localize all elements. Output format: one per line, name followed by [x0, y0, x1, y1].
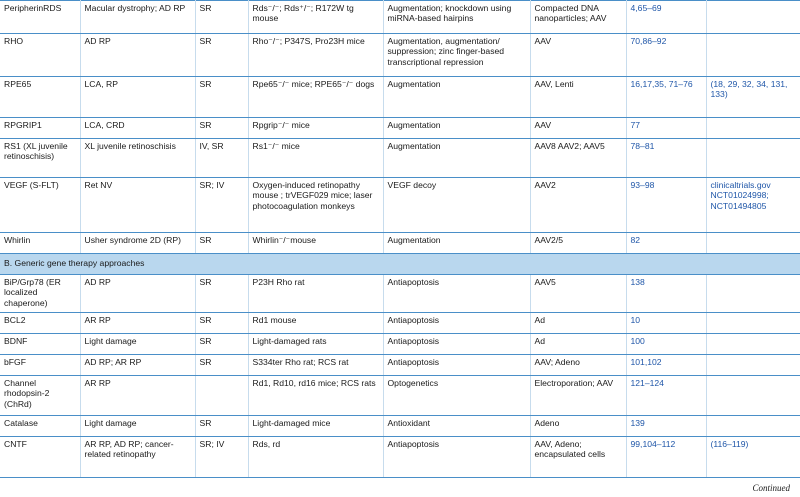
- cell-route: SR: [195, 334, 248, 355]
- cell-refs: 121–124: [626, 376, 706, 416]
- cell-vector: AAV2/5: [530, 233, 626, 254]
- cell-route: SR; IV: [195, 178, 248, 233]
- cell-models: Rpgrip⁻/⁻ mice: [248, 118, 383, 139]
- cell-vector: Ad: [530, 334, 626, 355]
- cell-clinical: [706, 1, 800, 34]
- cell-disease: AD RP: [80, 34, 195, 77]
- cell-route: [195, 376, 248, 416]
- table-row: [0, 233, 800, 254]
- cell-models: Rpe65⁻/⁻ mice; RPE65⁻/⁻ dogs: [248, 77, 383, 118]
- cell-models: Rs1⁻/⁻ mice: [248, 139, 383, 178]
- cell-vector: AAV, Adeno; encapsulated cells: [530, 437, 626, 478]
- cell-disease: LCA, RP: [80, 77, 195, 118]
- cell-gene: Catalase: [0, 416, 80, 437]
- cell-refs: 138: [626, 275, 706, 313]
- cell-route: SR: [195, 233, 248, 254]
- table-row: [0, 139, 800, 178]
- cell-refs: 10: [626, 313, 706, 334]
- cell-refs: 4,65–69: [626, 1, 706, 34]
- cell-gene: VEGF (S-FLT): [0, 178, 80, 233]
- cell-models: Light-damaged mice: [248, 416, 383, 437]
- cell-refs: 16,17,35, 71–76: [626, 77, 706, 118]
- cell-disease: AR RP, AD RP; cancer-related retinopathy: [80, 437, 195, 478]
- cell-route: IV, SR: [195, 139, 248, 178]
- cell-route: SR: [195, 1, 248, 34]
- cell-gene: PeripherinRDS: [0, 1, 80, 34]
- cell-gene: BiP/Grp78 (ER localized chaperone): [0, 275, 80, 313]
- table-row: [0, 77, 800, 118]
- cell-refs: 77: [626, 118, 706, 139]
- cell-clinical: [706, 313, 800, 334]
- cell-models: Whirlin⁻/⁻mouse: [248, 233, 383, 254]
- cell-route: SR; IV: [195, 437, 248, 478]
- cell-approach: Optogenetics: [383, 376, 530, 416]
- cell-refs: 82: [626, 233, 706, 254]
- cell-route: SR: [195, 355, 248, 376]
- cell-refs: 139: [626, 416, 706, 437]
- cell-approach: Antiapoptosis: [383, 275, 530, 313]
- cell-route: SR: [195, 313, 248, 334]
- table-row: [0, 416, 800, 437]
- cell-disease: LCA, CRD: [80, 118, 195, 139]
- cell-gene: BDNF: [0, 334, 80, 355]
- section-header-row: [0, 254, 800, 275]
- cell-route: SR: [195, 34, 248, 77]
- cell-approach: Augmentation: [383, 233, 530, 254]
- cell-clinical: [706, 139, 800, 178]
- table-row: [0, 275, 800, 313]
- cell-disease: Macular dystrophy; AD RP: [80, 1, 195, 34]
- cell-disease: Light damage: [80, 334, 195, 355]
- cell-models: Rho⁻/⁻; P347S, Pro23H mice: [248, 34, 383, 77]
- cell-refs: 93–98: [626, 178, 706, 233]
- cell-refs: 70,86–92: [626, 34, 706, 77]
- cell-gene: RPE65: [0, 77, 80, 118]
- cell-clinical: clinicaltrials.gov NCT01024998; NCT01494805: [706, 178, 800, 233]
- cell-clinical: (116–119): [706, 437, 800, 478]
- cell-vector: Compacted DNA nanoparticles; AAV: [530, 1, 626, 34]
- cell-approach: Augmentation, augmentation/ suppression; zinc finger-based transcriptional repression: [383, 34, 530, 77]
- cell-approach: Augmentation: [383, 77, 530, 118]
- cell-vector: Adeno: [530, 416, 626, 437]
- cell-route: SR: [195, 275, 248, 313]
- cell-disease: Ret NV: [80, 178, 195, 233]
- cell-clinical: [706, 416, 800, 437]
- table-row: [0, 34, 800, 77]
- cell-gene: RS1 (XL juvenile retinoschisis): [0, 139, 80, 178]
- table-row: [0, 1, 800, 34]
- cell-models: Oxygen-induced retinopathy mouse ; trVEGF029 mice; laser photocoagulation monkeys: [248, 178, 383, 233]
- cell-disease: AR RP: [80, 376, 195, 416]
- section-title: B. Generic gene therapy approaches: [0, 254, 800, 275]
- cell-disease: XL juvenile retinoschisis: [80, 139, 195, 178]
- cell-disease: AD RP; AR RP: [80, 355, 195, 376]
- cell-gene: Channel rhodopsin-2 (ChRd): [0, 376, 80, 416]
- cell-vector: Ad: [530, 313, 626, 334]
- cell-models: P23H Rho rat: [248, 275, 383, 313]
- cell-approach: Antiapoptosis: [383, 437, 530, 478]
- cell-disease: Light damage: [80, 416, 195, 437]
- cell-clinical: [706, 34, 800, 77]
- cell-clinical: [706, 334, 800, 355]
- cell-route: SR: [195, 118, 248, 139]
- cell-vector: AAV, Lenti: [530, 77, 626, 118]
- cell-vector: AAV8 AAV2; AAV5: [530, 139, 626, 178]
- cell-vector: AAV: [530, 34, 626, 77]
- cell-route: SR: [195, 416, 248, 437]
- cell-vector: AAV5: [530, 275, 626, 313]
- cell-disease: Usher syndrome 2D (RP): [80, 233, 195, 254]
- cell-vector: AAV2: [530, 178, 626, 233]
- cell-approach: Antioxidant: [383, 416, 530, 437]
- cell-models: Rds, rd: [248, 437, 383, 478]
- cell-models: Rd1 mouse: [248, 313, 383, 334]
- cell-approach: Antiapoptosis: [383, 334, 530, 355]
- cell-models: S334ter Rho rat; RCS rat: [248, 355, 383, 376]
- cell-gene: CNTF: [0, 437, 80, 478]
- cell-gene: bFGF: [0, 355, 80, 376]
- cell-gene: Whirlin: [0, 233, 80, 254]
- table-row: [0, 178, 800, 233]
- cell-refs: 101,102: [626, 355, 706, 376]
- continued-label: Continued: [752, 483, 790, 493]
- cell-clinical: [706, 118, 800, 139]
- cell-approach: Augmentation: [383, 139, 530, 178]
- cell-clinical: [706, 233, 800, 254]
- table-row: [0, 334, 800, 355]
- cell-approach: Antiapoptosis: [383, 313, 530, 334]
- cell-approach: Augmentation; knockdown using miRNA-based hairpins: [383, 1, 530, 34]
- cell-refs: 100: [626, 334, 706, 355]
- cell-vector: AAV; Adeno: [530, 355, 626, 376]
- cell-clinical: [706, 376, 800, 416]
- cell-vector: AAV: [530, 118, 626, 139]
- cell-clinical: [706, 355, 800, 376]
- cell-models: Rds⁻/⁻; Rds⁺/⁻; R172W tg mouse: [248, 1, 383, 34]
- cell-refs: 78–81: [626, 139, 706, 178]
- cell-models: Light-damaged rats: [248, 334, 383, 355]
- cell-refs: 99,104–112: [626, 437, 706, 478]
- cell-gene: RHO: [0, 34, 80, 77]
- table-row: [0, 355, 800, 376]
- cell-disease: AR RP: [80, 313, 195, 334]
- cell-gene: BCL2: [0, 313, 80, 334]
- cell-approach: Antiapoptosis: [383, 355, 530, 376]
- table-row: [0, 118, 800, 139]
- cell-approach: VEGF decoy: [383, 178, 530, 233]
- table-row: [0, 313, 800, 334]
- cell-gene: RPGRIP1: [0, 118, 80, 139]
- cell-clinical: (18, 29, 32, 34, 131, 133): [706, 77, 800, 118]
- table-row: [0, 376, 800, 416]
- table-row: [0, 437, 800, 478]
- cell-disease: AD RP: [80, 275, 195, 313]
- cell-models: Rd1, Rd10, rd16 mice; RCS rats: [248, 376, 383, 416]
- cell-route: SR: [195, 77, 248, 118]
- cell-vector: Electroporation; AAV: [530, 376, 626, 416]
- cell-clinical: [706, 275, 800, 313]
- cell-approach: Augmentation: [383, 118, 530, 139]
